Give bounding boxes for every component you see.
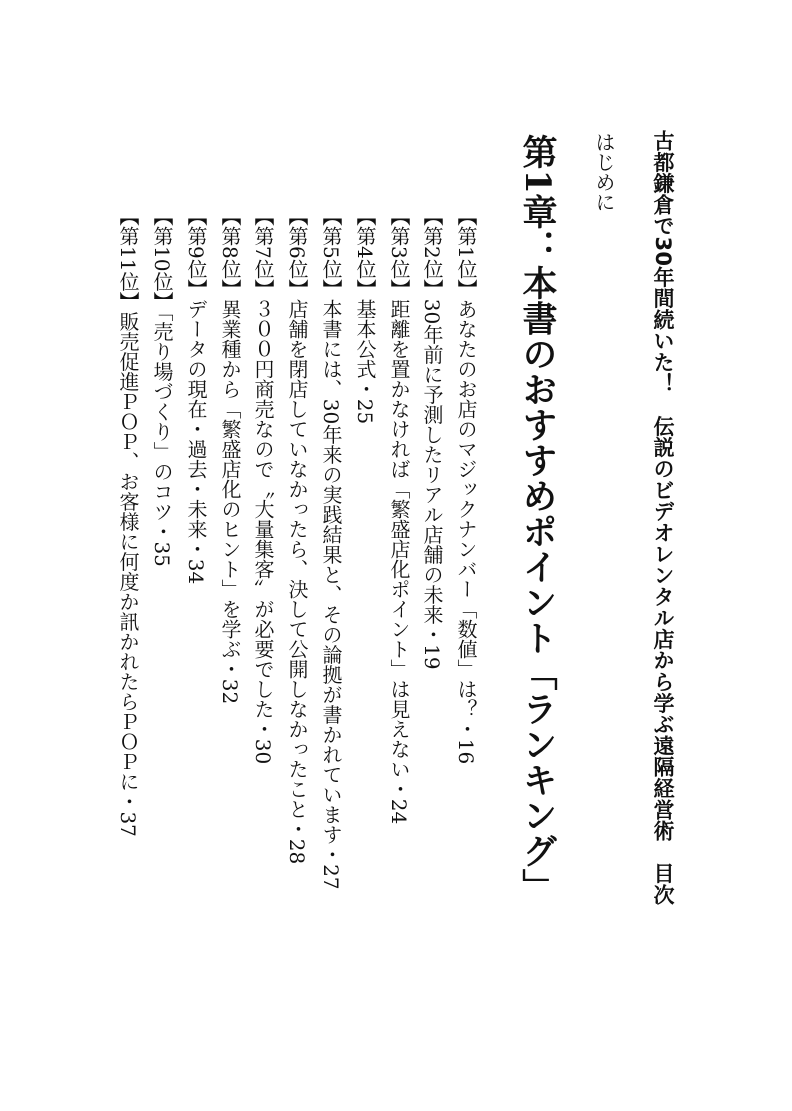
book-title: 古都鎌倉で30年間続いた！ 伝説のビデオレンタル店から学ぶ遠隔経営術 目次 [651,130,675,906]
rank-label: 【第5位】 [319,206,343,299]
rank-label: 【第6位】 [285,206,309,299]
entry-text: 店舗を閉店していなかったら、決して公開しなかったこと・28 [285,298,309,865]
entry-text: 距離を置かなければ「繁盛店化ポイント」は見えない・24 [387,298,411,825]
toc-entry-3 [385,206,414,824]
toc-entry-2 [418,206,447,670]
rank-label: 【第10位】 [150,206,174,312]
toc-entry-5 [317,206,346,890]
toc-entry-11 [114,206,143,837]
entry-text: データの現在・過去・未来・34 [184,298,208,585]
toc-entry-9 [182,206,211,584]
entry-text: 「売り場づくり」のコツ・35 [150,311,174,567]
entry-text: 販売促進ＰＯＰ、お客様に何度か訊かれたらＰＯＰに・37 [116,311,140,837]
rank-label: 【第2位】 [420,206,444,299]
rank-label: 【第9位】 [184,206,208,299]
toc-entry-8 [216,206,245,704]
entry-text: 基本公式・25 [353,298,377,425]
rank-label: 【第11位】 [116,206,140,312]
toc-entry-4 [351,206,380,424]
entry-text: 本書には、30年来の実践結果と、その論拠が書かれています・27 [319,298,343,890]
entry-text: 30年前に予測したリアル店舗の未来・19 [420,298,444,670]
rank-label: 【第8位】 [218,206,242,299]
rank-label: 【第4位】 [353,206,377,299]
toc-item-introduction: はじめに [592,132,616,212]
rank-label: 【第3位】 [387,206,411,299]
entry-text: ３００円商売なので〝大量集客〟が必要でした・30 [251,298,275,765]
chapter-heading: 第1章：本書のおすすめポイント「ランキング」 [517,134,558,905]
toc-entry-6 [283,206,312,864]
entry-text: あなたのお店のマジックナンバー「数値」は？・16 [454,298,478,765]
entry-text: 異業種から「繁盛店化のヒント」を学ぶ・32 [218,298,242,705]
rank-label: 【第7位】 [251,206,275,299]
toc-entry-7 [249,206,278,764]
toc-entry-10 [148,206,177,567]
rank-label: 【第1位】 [454,206,478,299]
toc-entry-1 [452,206,481,764]
